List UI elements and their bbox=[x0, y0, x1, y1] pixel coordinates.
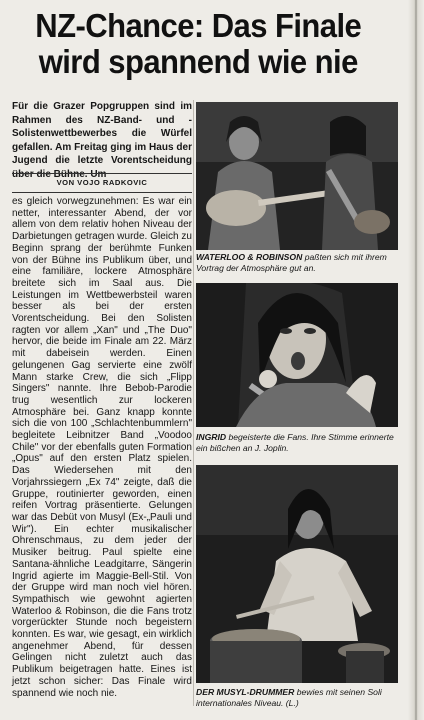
byline: VON VOJO RADKOVIC bbox=[12, 173, 192, 193]
photo-ingrid bbox=[196, 283, 398, 427]
photo-caption-3: DER MUSYL-DRUMMER bewies mit seinen Soli internationales Niveau. (L.) bbox=[196, 687, 382, 708]
headline-line-1: NZ-Chance: Das Finale bbox=[35, 7, 362, 44]
headline-line-2: wird spannend wie nie bbox=[38, 43, 358, 80]
photo-caption-2: INGRID begeisterte die Fans. Ihre Stimme erinnerte ein bißchen an J. Joplin. bbox=[196, 432, 394, 453]
photo-waterloo-robinson bbox=[196, 102, 398, 250]
headline bbox=[14, 8, 382, 80]
photo-musyl-drummer bbox=[196, 465, 398, 683]
article-intro: Für die Grazer Popgruppen sind im Rahmen des NZ-Band- und -Solistenwettbewerbes die Würfel gefallen. Am Freitag ging im Haus der Jugend die letzte Vorentscheidung über die Bühne. Um bbox=[12, 101, 192, 180]
column-divider bbox=[193, 100, 194, 706]
page-edge bbox=[408, 0, 424, 720]
article-body: es gleich vorwegzunehmen: Es war ein netter, interessanter Abend, der vor allem von dem relativ hohen Niveau der Darbietungen getragen wurde. Gleich zu Beginn sprang der berühmte Funken von der Bühne ins Publikum über, und eine familiäre, lockere Atmosphäre breitete sich im Saal aus. Die Leistungen im Wettbewerbsteil waren besser als bei der ersten Vorentscheidung. Bei den Solisten ragten vor allem „Xan" und „The Duo" hervor, die beide im Finale am 22. März mit dabeisein werden. Einen gelungenen Gag servierte eine zwölf Mann starke Crew, die sich „Flipp Singers" nannte. Ihre Bebob-Parodie trug wesentlich zur lockeren Atmosphäre bei. Ganz knapp konnte sich die von 100 „Schlachtenbummlern" begleitete Leibnitzer Band „Voodoo Chile" vor der ebenfalls guten Formation „Opus" auf den ersten Platz spielen. Das Wiedersehen mit den Vorjahrssiegern „Ex 74" zeigte, daß die Gruppe, routinierter geworden, einen reifen Vortrag präsentierte. Gelungen war das Debüt von Musyl (Ex-„Pauli und Wir"). Ein echter musikalischer Ohrenschmaus, zu dem jeder der Musiker beitrug. Paul spielte eine Santana-ähnliche Leadgitarre, Sängerin Ingrid agierte im Maggie-Bell-Stil. Von der Gruppe wird man noch viel hören. Sympathisch wie gewohnt agierten Waterloo & Robinson, die die Fans trotz vorgerückter Stunde noch begeistern konnten. Es war, wie gesagt, ein wirklich angenehmer Abend, für dessen Gelingen nicht zuletzt auch das Publikum beigetragen hatte. Eines ist jetzt schon sicher: Das Finale wird spannend wie noch nie. bbox=[12, 196, 192, 699]
photo-caption-1: WATERLOO & ROBINSON paßten sich mit ihrem Vortrag der Atmosphäre gut an. bbox=[196, 252, 387, 273]
